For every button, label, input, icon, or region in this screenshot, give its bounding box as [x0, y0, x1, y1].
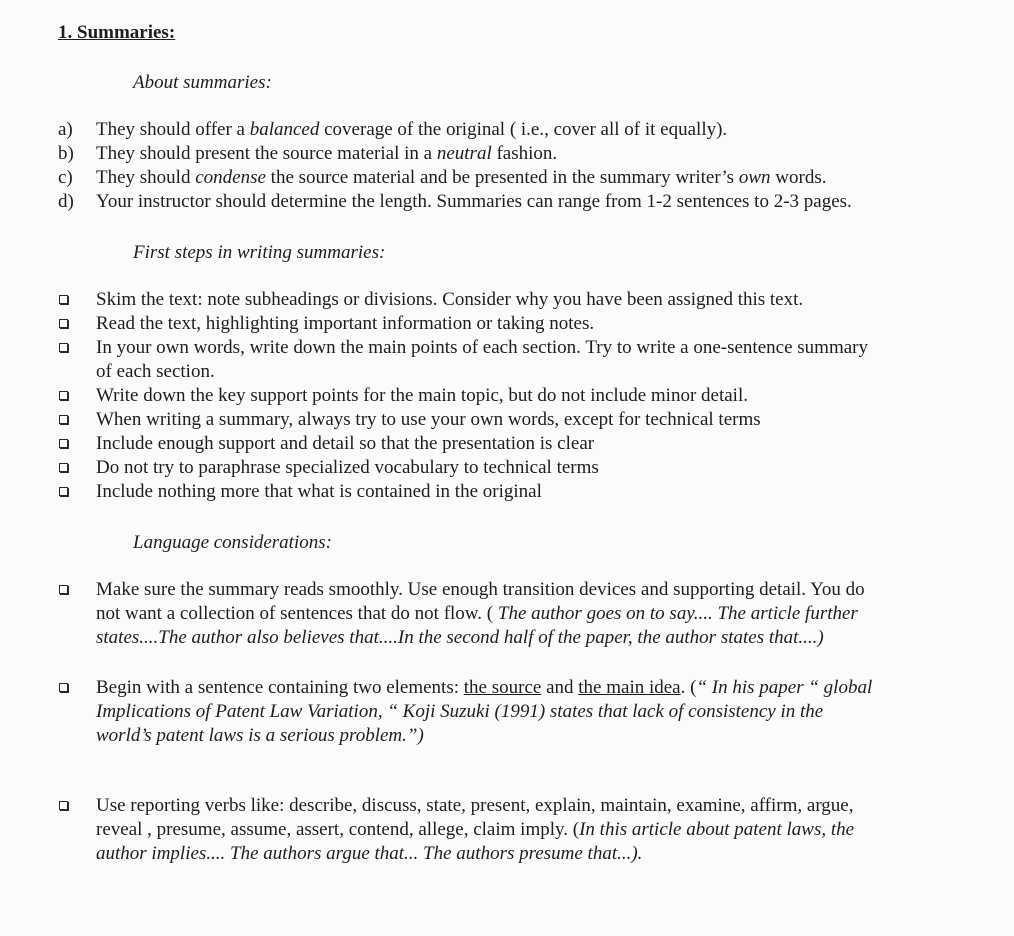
- checkbox-icon: [59, 487, 68, 496]
- checkbox-icon: [59, 683, 68, 692]
- list-item: When writing a summary, always try to use your own words, except for technical terms: [96, 409, 761, 430]
- list-item: Begin with a sentence containing two elements: the source and the main idea. (“ In his paper “ global: [96, 677, 873, 698]
- list-marker: b): [58, 143, 74, 164]
- checkbox-icon: [59, 319, 68, 328]
- list-item: Your instructor should determine the length. Summaries can range from 1-2 sentences to 2-3 pages.: [96, 191, 852, 212]
- list-item-continuation: states....The author also believes that....In the second half of the paper, the author states that....): [96, 627, 824, 648]
- list-item-continuation: of each section.: [96, 361, 215, 382]
- list-marker: c): [58, 167, 73, 188]
- list-item: In your own words, write down the main points of each section. Try to write a one-sentence summary: [96, 337, 868, 358]
- checkbox-icon: [59, 439, 68, 448]
- list-item: Include nothing more that what is contained in the original: [96, 481, 542, 502]
- list-item-continuation: reveal , presume, assume, assert, contend, allege, claim imply. (In this article about patent laws, the: [96, 819, 855, 840]
- list-item: Use reporting verbs like: describe, discuss, state, present, explain, maintain, examine, affirm, argue,: [96, 795, 854, 816]
- list-item-continuation: Implications of Patent Law Variation, “ Koji Suzuki (1991) states that lack of consistency in the: [96, 701, 824, 722]
- checkbox-icon: [59, 463, 68, 472]
- checkbox-icon: [59, 343, 68, 352]
- section-heading: 1. Summaries:: [58, 22, 176, 43]
- checkbox-icon: [59, 415, 68, 424]
- checkbox-icon: [59, 295, 68, 304]
- list-item: Write down the key support points for the main topic, but do not include minor detail.: [96, 385, 748, 406]
- list-item-continuation: author implies.... The authors argue that... The authors presume that...).: [96, 843, 643, 864]
- list-item: They should condense the source material and be presented in the summary writer’s own words.: [96, 167, 827, 188]
- list-marker: a): [58, 119, 73, 140]
- list-item: They should offer a balanced coverage of the original ( i.e., cover all of it equally).: [96, 119, 728, 140]
- list-item-continuation: world’s patent laws is a serious problem.”): [96, 725, 424, 746]
- checkbox-icon: [59, 801, 68, 810]
- list-marker: d): [58, 191, 74, 212]
- checkbox-icon: [59, 585, 68, 594]
- about-summaries-subheading: About summaries:: [133, 72, 272, 93]
- list-item: Skim the text: note subheadings or divisions. Consider why you have been assigned this text.: [96, 289, 804, 310]
- list-item: Make sure the summary reads smoothly. Use enough transition devices and supporting detail. You do: [96, 579, 865, 600]
- list-item: Do not try to paraphrase specialized vocabulary to technical terms: [96, 457, 599, 478]
- list-item: Read the text, highlighting important information or taking notes.: [96, 313, 595, 334]
- list-item-continuation: not want a collection of sentences that do not flow. ( The author goes on to say.... The article further: [96, 603, 858, 624]
- checkbox-icon: [59, 391, 68, 400]
- list-item: Include enough support and detail so that the presentation is clear: [96, 433, 595, 454]
- language-considerations-subheading: Language considerations:: [133, 532, 332, 553]
- list-item: They should present the source material in a neutral fashion.: [96, 143, 558, 164]
- first-steps-subheading: First steps in writing summaries:: [133, 242, 386, 263]
